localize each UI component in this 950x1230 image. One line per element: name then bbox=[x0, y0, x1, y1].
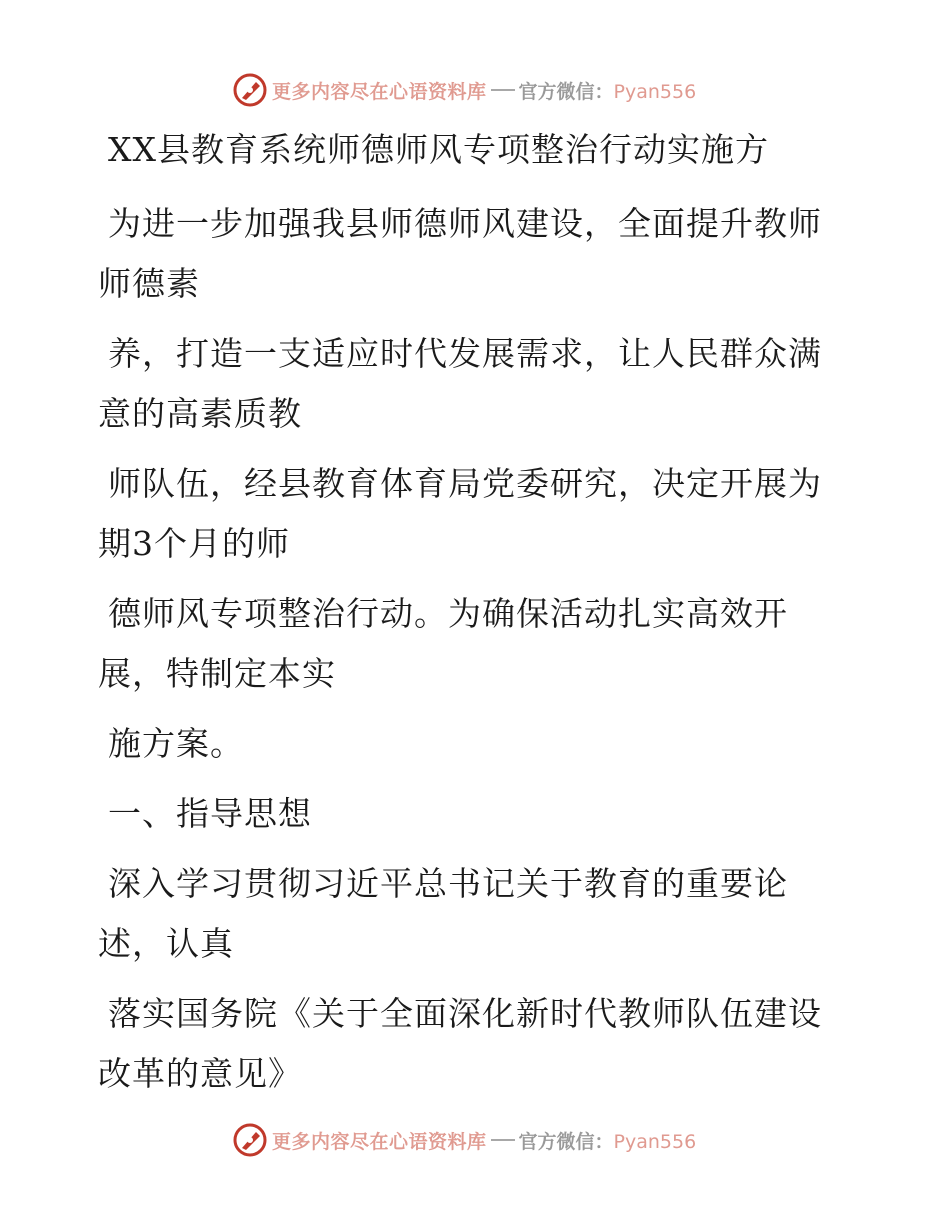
paragraph-1: 为进一步加强我县师德师风建设，全面提升教师师德素 bbox=[98, 204, 822, 303]
document-body bbox=[98, 120, 833, 1114]
watermark-banner-top bbox=[232, 70, 696, 110]
document-title: XX县教育系统师德师风专项整治行动实施方 bbox=[108, 130, 769, 169]
paragraph-7: 落实国务院《关于全面深化新时代教师队伍建设改革的意见》 bbox=[98, 994, 822, 1093]
paragraph-4: 德师风专项整治行动。为确保活动扎实高效开展，特制定本实 bbox=[98, 594, 788, 693]
watermark-wechat bbox=[519, 1127, 697, 1154]
watermark-site-text: 更多内容尽在心语资料库 bbox=[272, 80, 487, 103]
paragraph-2: 养，打造一支适应时代发展需求，让人民群众满意的高素质教 bbox=[98, 334, 822, 433]
watermark-wechat-label: 官方微信： bbox=[518, 80, 614, 103]
watermark-dash bbox=[491, 89, 515, 91]
section-heading-guiding-ideology: 一、指导思想 bbox=[108, 794, 312, 833]
pen-logo-icon bbox=[232, 72, 268, 108]
watermark-wechat-id: Pyan556 bbox=[613, 1130, 697, 1153]
pen-logo-icon bbox=[232, 1122, 268, 1158]
watermark-wechat-label: 官方微信： bbox=[518, 1130, 614, 1153]
watermark-dash bbox=[491, 1139, 515, 1141]
paragraph-3: 师队伍，经县教育体育局党委研究，决定开展为期3个月的师 bbox=[98, 464, 822, 563]
watermark-wechat-id: Pyan556 bbox=[613, 80, 697, 103]
watermark-wechat bbox=[519, 77, 697, 104]
paragraph-5: 施方案。 bbox=[108, 724, 244, 763]
watermark-banner-bottom bbox=[232, 1120, 696, 1160]
watermark-site-text: 更多内容尽在心语资料库 bbox=[272, 1130, 487, 1153]
paragraph-6: 深入学习贯彻习近平总书记关于教育的重要论述，认真 bbox=[98, 864, 788, 963]
